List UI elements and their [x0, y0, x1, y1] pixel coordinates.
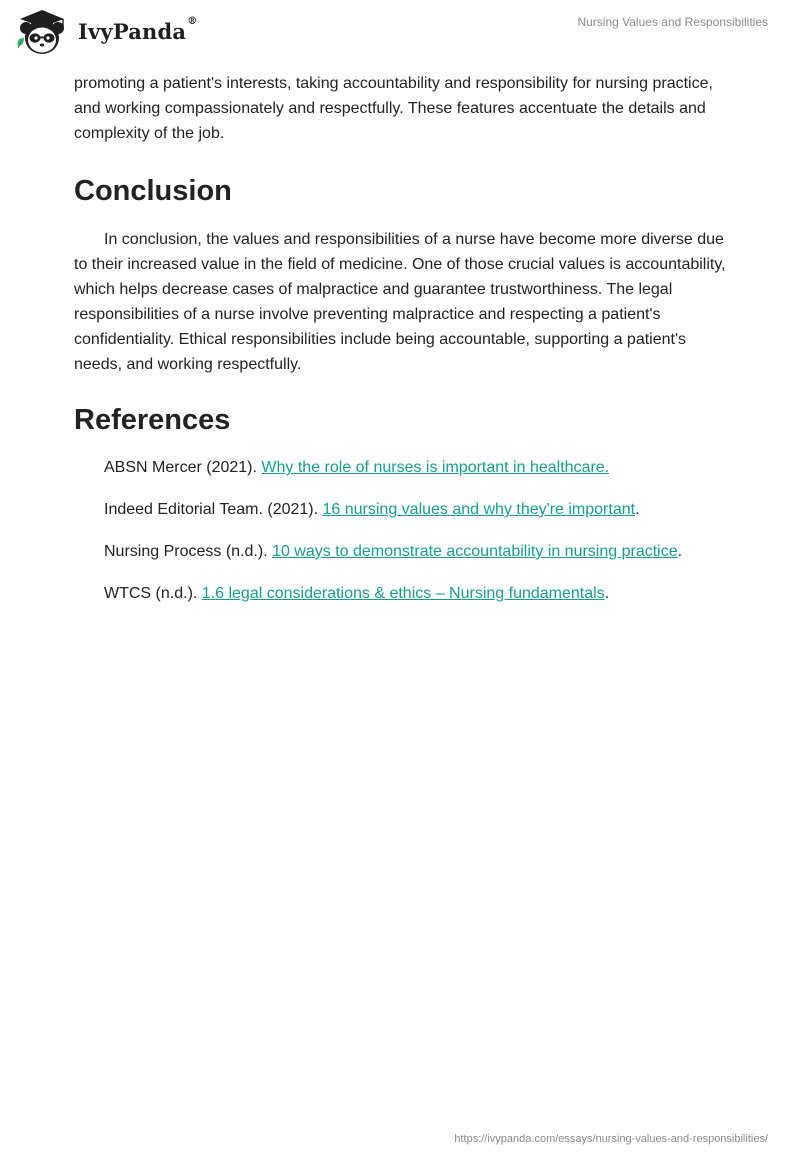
- reference-link[interactable]: 10 ways to demonstrate accountability in nursing practice: [272, 543, 678, 560]
- reference-item: [74, 539, 734, 564]
- reference-item: [74, 497, 734, 522]
- reference-source: WTCS (n.d.).: [104, 585, 202, 602]
- reference-link[interactable]: 16 nursing values and why they're important: [322, 501, 636, 518]
- conclusion-paragraph: In conclusion, the values and responsibilities of a nurse have become more diverse due to their increased value in the field of medicine. One of those crucial values is accountability, which helps decrease cases of malpractice and guarantee trustworthiness. The legal responsibilities of a nurse involve preventing malpractice and respecting a patient's confidentiality. Ethical responsibilities include being accountable, supporting a patient's needs, and working respectfully.: [74, 231, 726, 373]
- reference-source: Nursing Process (n.d.).: [104, 543, 273, 560]
- reference-suffix: .: [604, 585, 610, 602]
- references-heading: References: [74, 404, 231, 436]
- reference-source: Indeed Editorial Team. (2021).: [104, 501, 323, 518]
- essay-content: [74, 71, 734, 623]
- reference-suffix: .: [635, 501, 640, 518]
- brand-name-text: IvyPanda: [78, 18, 187, 44]
- panda-graduate-icon: [14, 8, 72, 56]
- references-list: [74, 455, 734, 606]
- reference-item: [74, 455, 734, 480]
- reference-suffix: .: [677, 543, 683, 560]
- reference-item: [74, 581, 734, 606]
- footer-source-url[interactable]: https://ivypanda.com/essays/nursing-values-and-responsibilities/: [454, 1133, 768, 1145]
- brand-name: [78, 15, 198, 44]
- reference-link[interactable]: 1.6 legal considerations & ethics – Nursing fundamentals: [201, 585, 605, 602]
- reference-link[interactable]: Why the role of nurses is important in healthcare.: [261, 459, 610, 476]
- conclusion-heading: Conclusion: [74, 175, 232, 207]
- document-title: Nursing Values and Responsibilities: [577, 15, 768, 29]
- page-header: [0, 0, 800, 62]
- registered-mark: ®: [187, 15, 198, 27]
- reference-source: ABSN Mercer (2021).: [104, 459, 262, 476]
- intro-continuation-paragraph: promoting a patient's interests, taking accountability and responsibility for nursing practice, and working compassionately and respectfully. These features accentuate the details and complexity of the job.: [74, 75, 713, 142]
- ivypanda-logo[interactable]: [14, 8, 197, 56]
